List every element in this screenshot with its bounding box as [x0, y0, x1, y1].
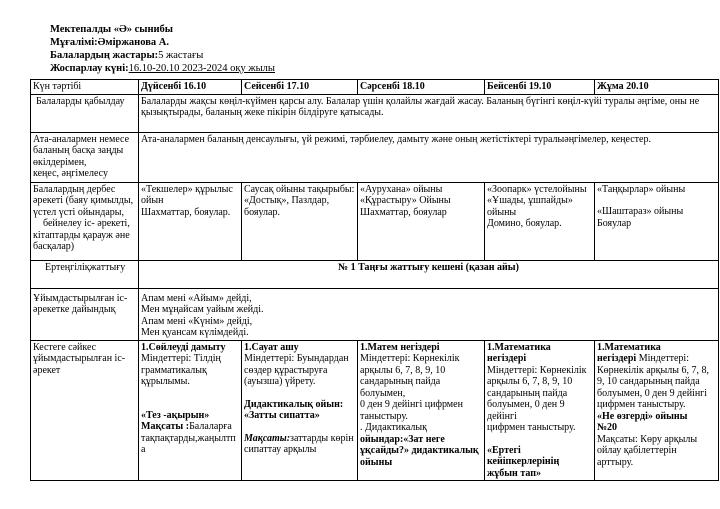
weekly-plan-table	[30, 79, 719, 481]
schedule-tuesday: 1.Сауат ашу Міндеттері: Буындардан сөздер құрастыруға (ауызша) үйрету. Дидактикалық ойын: «Затты сипатта» Мақсаты:заттарды көрін сипаттау арқылы	[242, 340, 358, 481]
schedule-monday: 1.Сөйлеуді дамыту Міндеттері: Тілдің грамматикалық құрылымы. «Тез -ақырын» Мақсаты :Балаларға тақпақтарды,жаңылтпа	[139, 340, 242, 481]
row-label: Кестеге сәйкес ұйымдастырылған іс- әрекет	[31, 340, 139, 481]
school-line: Мектепалды «Ә» сынибы	[50, 24, 174, 35]
activity-monday: «Текшелер» құрылыс ойын Шахматтар, бояулар.	[139, 182, 242, 260]
row-label: Ертеңгіліқжаттығу	[31, 260, 139, 288]
column-header: Жұма 20.10	[595, 80, 719, 95]
teacher-name: Әміржанова А.	[97, 37, 169, 48]
column-header: Сейсенбі 17.10	[242, 80, 358, 95]
row-text: Балаларды жақсы көңіл-күймен қарсы алу. Балалар үшін қолайлы жағдай жасау. Баланың бүгінгі көңіл-күйі туралы әңгіме, оны не қызықтырады, баланың жеке пікірін білдіруге қатысады.	[139, 94, 719, 132]
column-header: Сәрсенбі 18.10	[358, 80, 485, 95]
table-row	[31, 132, 719, 182]
teacher-line: Мұғалімі:Әміржанова А.	[50, 37, 169, 48]
table-row	[31, 288, 719, 340]
table-row	[31, 94, 719, 132]
row-label: Балалардың дербес әрекеті (баяу қимылды, үстел үсті ойындары, бейнелеу іс- әрекеті, кітаптарды қарауж әне басқалар)	[31, 182, 139, 260]
date-line: Жоспарлау күні:16.10-20.10 2023-2024 оқу жылы	[50, 63, 275, 74]
schedule-wednesday: 1.Матем негіздері Міндеттері: Көрнекілік арқылы 6, 7, 8, 9, 10 сандарының пайда болуымен, 0 ден 9 дейінгі цифрмен таныстыру. . Дидактикалық ойындар:«Зат неге ұқсайды?» дидактикалық ойыны	[358, 340, 485, 481]
activity-thursday: «Зоопарк» үстелойыны «Ұшады, ұшпайды» ойыны Домино, бояулар.	[485, 182, 595, 260]
activity-wednesday: «Аурухана» ойыны «Құрастыру» Ойыны Шахматтар, бояулар	[358, 182, 485, 260]
poem-text: Апам мені «Айым» дейді, Мен мұңайсам уайым жейді. Апам мені «Күнім» дейді, Мен қуансам күлімдейді.	[139, 288, 719, 340]
row-label: Балаларды қабылдау	[31, 94, 139, 132]
activity-friday: «Таңқырлар» ойыны «Шаштараз» ойыны Бояулар	[595, 182, 719, 260]
column-header: Күн тәртібі	[31, 80, 139, 95]
age-value: 5 жастағы	[158, 50, 204, 61]
column-header: Дүйсенбі 16.10	[139, 80, 242, 95]
schedule-thursday: 1.Математика негіздері Міндеттері: Көрнекілік арқылы 6, 7, 8, 9, 10 сандарының пайда болуымен, 0 ден 9 дейінгі цифрмен таныстыру. «Ертегі кейіпкерлерінің жұбын тап»	[485, 340, 595, 481]
exercise-text: № 1 Таңғы жаттығу кешені (қазан айы)	[139, 260, 719, 288]
table-row	[31, 182, 719, 260]
row-text: Ата-аналармен баланың денсаулығы, үй режимі, тәрбиелеу, дамыту және оның жетістіктері туралыәңгімелер, кеңестер.	[139, 132, 719, 182]
activity-tuesday: Саусақ ойыны тақырыбы: «Достық», Пазлдар, бояулар.	[242, 182, 358, 260]
age-line: Балалардың жастары:5 жастағы	[50, 50, 204, 61]
row-label: Ата-аналармен немесе баланың басқа заңды өкілдерімен, кеңес, әңгімелесу	[31, 132, 139, 182]
table-row	[31, 340, 719, 481]
date-value: 16.10-20.10 2023-2024 оқу жылы	[128, 63, 275, 74]
document-header	[50, 23, 275, 75]
table-header-row	[31, 80, 719, 95]
column-header: Бейсенбі 19.10	[485, 80, 595, 95]
schedule-friday: 1.Математика негіздері Міндеттері: Көрнекілік арқылы 6, 7, 8, 9, 10 сандарының пайда болуымен, 0 ден 9 дейінгі цифрмен таныстыру. «Не өзгерді» ойыны №20 Мақсаты: Көру арқылы ойлау қабілеттерін арттыру.	[595, 340, 719, 481]
table-row	[31, 260, 719, 288]
row-label: Ұйымдастырылған іс- әрекетке дайындық	[31, 288, 139, 340]
